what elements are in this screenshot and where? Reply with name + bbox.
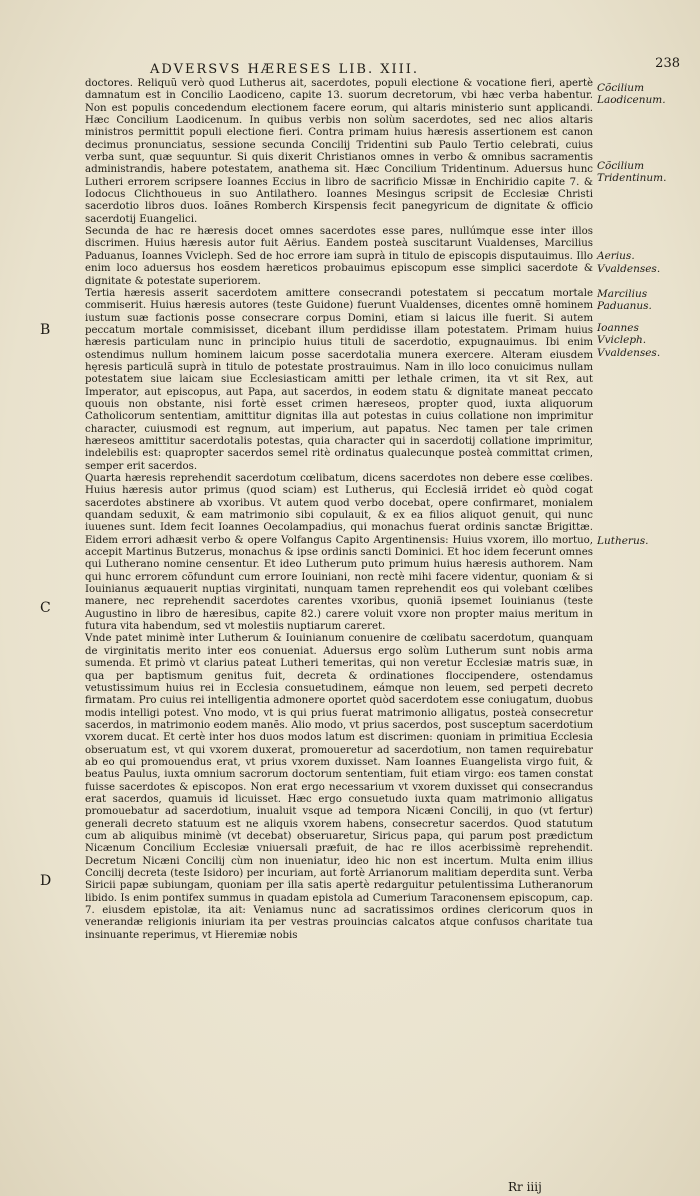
section-letter-b: B	[40, 322, 51, 338]
paragraph-3: Tertia hæresis asserit sacerdotem amittere consecrandi potestatem si peccatum mortale commiserit. Huius hæresis autores (teste Guidone) fuerunt Vualdenses, dicentes omnẽ hominem iustum suæ factionis posse consecrare corpus Domini, etiam si laicus ille fuerit. Si autem peccatum mortale commisisset, dicebant illum perdidisse illam potestatem. Primam huius hæresis particulam nunc in principio huius tituli de sacerdotio, expugnauimus. Ibi enim ostendimus nullum hominem laicum posse sacerdotalia munera exercere. Alteram eiusdem hęresis particulã suprà in titulo de potestate prostrauimus. Nam in illo loco conuicimus nullam potestatem siue laicam siue Ecclesiasticam amitti per lethale crimen, ita vt sit Rex, aut Imperator, aut episcopus, aut Papa, aut sacerdos, in eodem statu & dignitate maneat peccato quouis non obstante, nisi fortè esset crimen hæreseos, propter quod, iuxta aliquorum Catholicorum sententiam, amittitur dignitas illa aut potestas in cuius collatione non imprimitur character, cuiusmodi est regnum, aut imperium, aut papatus. Nec tamen per tale crimen hæreseos amittitur sacerdotalis potestas, quia character qui in sacerdotij collatione imprimitur, indelebilis est: quapropter sacerdos semel ritè ordinatus qualecunque posteà committat crimen, semper erit sacerdos.	[85, 287, 593, 472]
margin-note-marcilius: Marcilius Paduanus.	[597, 288, 652, 312]
paragraph-2: Secunda de hac re hæresis docet omnes sacerdotes esse pares, nullúmque esse inter illos discrimen. Huius hæresis autor fuit Aërius. Eandem posteà suscitarunt Vualdenses, Marcilius Paduanus, Ioannes Vvicleph. Sed de hoc errore iam suprà in titulo de episcopis disputauimus. Illo enim loco aduersus hos eosdem hæreticos probauimus episcopum esse simplici sacerdote & dignitate & potestate superiorem.	[85, 226, 593, 287]
signature-mark: Rr iiij	[508, 1180, 542, 1194]
margin-note-aerius: Aerius.	[597, 250, 635, 262]
margin-note-vvaldenses-2: Vvaldenses.	[597, 347, 661, 359]
margin-note-vvicleph: Ioannes Vvicleph.	[597, 322, 647, 346]
paragraph-4: Quarta hæresis reprehendit sacerdotum cœlibatum, dicens sacerdotes non debere esse cœlibes. Huius hæresis autor primus (quod sciam) est Lutherus, qui Ecclesiã irridet eò quòd cogat sacerdotes abstinere ab vxoribus. Vt autem quod verbo docebat, opere confirmaret, monialem quandam seduxit, & eam matrimonio sibi copulauit, & ex ea filios aliquot genuit, qui nunc iuuenes sunt. Idem fecit Ioannes Oecolampadius, qui monachus fuerat ordinis sanctæ Brigittæ. Eidem errori adhæsit verbo & opere Volfangus Capito Argentinensis: Huius vxorem, illo mortuo, accepit Martinus Butzerus, monachus & ipse ordinis sancti Dominici. Et hoc idem fecerunt omnes qui Lutherano nomine censentur. Et ideo Lutherum puto primum huius hæresis authorem. Nam qui hunc errorem cõfundunt cum errore Iouiniani, non rectè mihi facere videntur, quoniam & si Iouinianus æquauerit nuptias virginitati, nunquam tamen reprehendit eos qui volebant cœlibes manere, nec reprehendit sacerdotes carentes vxoribus, quoniã ipsemet Iouinianus (teste Augustino in libro de hæresibus, capite 82.) carere voluit vxore non propter maius meritum in futura vita habendum, sed vt molestiis nuptiarum careret.	[85, 473, 593, 633]
section-letter-d: D	[40, 873, 52, 889]
margin-note-vvaldenses: Vvaldenses.	[597, 263, 661, 275]
running-title: ADVERSVS HÆRESES LIB. XIII.	[150, 62, 420, 77]
section-letter-c: C	[40, 600, 51, 616]
margin-note-lutherus: Lutherus.	[597, 535, 649, 547]
margin-note-concilium-tridentinum: Cõcilium Tridentinum.	[597, 160, 667, 184]
main-text	[85, 78, 593, 942]
margin-note-concilium-laodicenum: Cõcilium Laodicenum.	[597, 82, 666, 106]
paragraph-5: Vnde patet minimè inter Lutherum & Iouinianum conuenire de cœlibatu sacerdotum, quanquam de virginitatis merito inter eos conueniat. Aduersus ergo solùm Lutherum sunt nobis arma sumenda. Et primò vt clarius pateat Lutheri temeritas, qui non veretur Ecclesiæ matris suæ, in qua per baptismum genitus fuit, decreta & ordinationes floccipendere, ostendamus vetustissimum huius rei in Ecclesia consuetudinem, eámque non leuem, sed perpeti decreto firmatam. Pro cuius rei intelligentia admonere oportet quòd sacerdotem esse coniugatum, duobus modis intelligi potest. Vno modo, vt is qui prius fuerat matrimonio alligatus, posteà consecretur sacerdos, in matrimonio eodem manẽs. Alio modo, vt prius sacerdos, post susceptum sacerdotium vxorem ducat. Et certè inter hos duos modos latum est discrimen: quoniam in primitiua Ecclesia obseruatum est, vt qui vxorem duxerat, promoueretur ad sacerdotium, non tamen requirebatur ab eo qui promouendus erat, vt prius vxorem duxisset. Nam Ioannes Euangelista virgo fuit, & beatus Paulus, iuxta omnium sacrorum doctorum sententiam, fuit etiam virgo: eos tamen constat fuisse sacerdotes & episcopos. Non erat ergo necessarium vt vxorem duxisset qui consecrandus erat sacerdos, quamuis id licuisset. Hæc ergo consuetudo iuxta quam matrimonio alligatus promouebatur ad sacerdotium, inualuit vsque ad tempora Nicæni Concilij, in quo (vt fertur) generali decreto statuum est ne aliquis vxorem habens, consecretur sacerdos. Quod statutum cum ab aliquibus minimè (vt decebat) obseruaretur, Siricus papa, qui parum post prædictum Nicænum Concilium Ecclesiæ vniuersali præfuit, de hac re illos acerbissimè reprehendit. Decretum Nicæni Concilij cùm non inueniatur, ideo hic non est incertum. Multa enim illius Concilij decreta (teste Isidoro) per incuriam, aut fortè Arrianorum malitiam deperdita sunt. Verba Siricii papæ subiungam, quoniam per illa satis apertè redarguitur petulentissima Lutheranorum libido. Is enim pontifex summus in quadam epistola ad Cumerium Taraconensem episcopum, cap. 7. eiusdem epistolæ, ita ait: Veniamus nunc ad sacratissimos ordines clericorum quos in venerandæ religionis iniuriam ita per vestras prouincias calcatos atque confusos charitate tua insinuante reperimus, vt Hieremiæ nobis	[85, 633, 593, 941]
folio-number: 238	[655, 56, 680, 71]
paragraph-1: doctores. Reliquũ verò quod Lutherus ait, sacerdotes, populi electione & vocatione fieri, apertè damnatum est in Concilio Laodiceno, capite 13. suorum decretorum, vbi hæc verba habentur. Non est populis concedendum electionem facere eorum, qui altaris ministerio sunt applicandi. Hæc Concilium Laodicenum. In quibus verbis non solùm sacerdotes, sed nec alios altaris ministros permittit populi electione fieri. Contra primam huius hæresis assertionem est canon decimus pronunciatus, sessione secunda Concilij Tridentini sub Paulo Tertio celebrati, cuius verba sunt, quæ sequuntur. Si quis dixerit Christianos omnes in verbo & omnibus sacramentis administrandis, habere potestatem, anathema sit. Hæc Concilium Tridentinum. Aduersus hunc Lutheri errorem scripsere Ioannes Eccius in libro de sacrificio Missæ in Enchiridio capite 7. & Iodocus Clichthoueus in suo Antilathero. Ioannes Mesingus scripsit de Ecclesiæ Christi sacerdotio libros duos. Ioãnes Romberch Kirspensis fecit panegyricum de dignitate & officio sacerdotij Euangelici.	[85, 78, 593, 225]
